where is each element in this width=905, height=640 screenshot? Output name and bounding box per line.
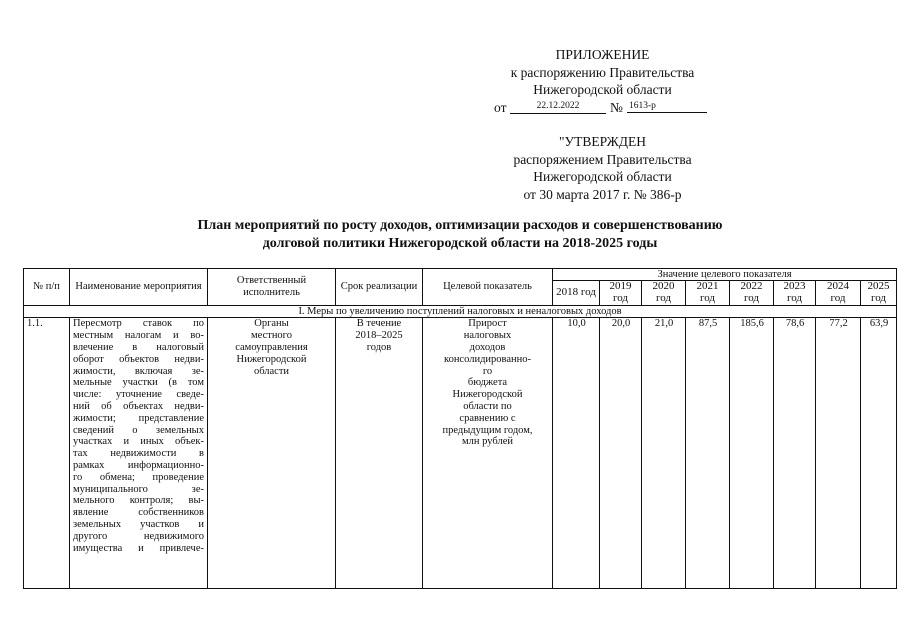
indicator-line: Прирост [468,318,507,330]
header-term: Срок реализации [336,269,423,306]
approval-block [470,133,735,203]
indicator-line: предыдущим годом, [442,424,533,436]
plan-table [23,268,897,589]
name-line: местным налогам и во- [73,330,204,342]
year-header: 2020 год [642,281,686,306]
from-label: от [494,99,507,115]
value-2024: 77,2 [816,318,861,589]
year-header: 2025 год [861,281,897,306]
name-line: земельных участков и [73,518,204,530]
name-line: сведений о земельных [73,424,204,436]
name-line: жимости; представление [73,412,204,424]
executor-line: Нижегородской [236,353,307,365]
row-executor [208,318,336,589]
row-term [336,318,423,589]
order-date-number-line [470,99,735,117]
section-row [24,305,897,318]
value-2022: 185,6 [730,318,774,589]
indicator-line: области по [463,400,512,412]
row-number: 1.1. [24,318,70,589]
name-line: муниципального зе- [73,483,204,495]
value-2025: 63,9 [861,318,897,589]
header-value-group: Значение целевого показателя [553,269,897,281]
value-2019: 20,0 [600,318,642,589]
year-header: 2019 год [600,281,642,306]
year-header: 2023 год [774,281,816,306]
approved-line-2: распоряжением Правительства [513,151,692,167]
term-line: В течение [356,318,402,330]
document-title-line-2: долговой политики Нижегородской области на 2018-2025 годы [262,236,658,251]
year-header: 2024 год [816,281,861,306]
executor-line: области [253,365,290,377]
indicator-line: налоговых [463,330,512,342]
name-line: влечение в налоговый [73,341,204,353]
year-header: 2021 год [686,281,730,306]
indicator-line: млн рублей [462,436,513,448]
name-line: го обмена; проведение [73,471,204,483]
row-name [70,318,208,589]
indicator-line: Нижегородской [452,389,523,401]
appendix-title: ПРИЛОЖЕНИЕ [555,47,650,62]
indicator-line: доходов [469,341,506,353]
year-header: 2018 год [553,281,600,306]
term-line: 2018–2025 [355,330,403,342]
value-2018: 10,0 [553,318,600,589]
name-line: жимости, включая зе- [73,365,204,377]
name-line: числе: уточнение сведе- [73,389,204,401]
value-2023: 78,6 [774,318,816,589]
appendix-line-1: к распоряжению Правительства [510,64,695,80]
year-header: 2022 год [730,281,774,306]
number-label: № [610,99,623,115]
term-line: годов [366,341,392,353]
header-indicator: Целевой показатель [423,269,553,306]
executor-line: местного [251,330,292,342]
document-title-line-1: План мероприятий по росту доходов, оптимизации расходов и совершенствованию [197,218,723,233]
indicator-line: бюджета [467,377,508,389]
section-title: I. Меры по увеличению поступлений налоговых и неналоговых доходов [24,305,897,318]
approved-line-4: от 30 марта 2017 г. № 386-р [523,186,682,202]
indicator-line: го [482,365,493,377]
row-indicator [423,318,553,589]
appendix-line-2: Нижегородской области [533,82,672,97]
name-line: участках и иных объек- [73,436,204,448]
name-line: имущества и привлече- [73,542,204,554]
order-number: 1613-р [627,99,707,113]
name-line: явление собственников [73,507,204,519]
executor-line: Органы [254,318,289,330]
document-title [110,217,810,253]
name-line: тах недвижимости в [73,448,204,460]
name-line: рамках информационно- [73,459,204,471]
name-line: оборот объектов недви- [73,353,204,365]
approved-line-1: "УТВЕРЖДЕН [559,134,646,149]
indicator-line: сравнению с [459,412,516,424]
value-2021: 87,5 [686,318,730,589]
name-line: ний об объектах недви- [73,400,204,412]
executor-line: самоуправления [235,341,308,353]
indicator-line: консолидированно- [444,353,531,365]
header-row-1 [24,269,897,281]
appendix-block [470,46,735,117]
header-name: Наименование мероприятия [70,269,208,306]
order-date: 22.12.2022 [510,99,606,114]
name-line: мельного контроля; вы- [73,495,204,507]
name-line: мельные участки (в том [73,377,204,389]
value-2020: 21,0 [642,318,686,589]
name-line: другого недвижимого [73,530,204,542]
header-executor: Ответственный исполнитель [208,269,336,306]
table-row [24,318,897,589]
header-num: № п/п [24,269,70,306]
name-line: Пересмотр ставок по [73,318,204,330]
approved-line-3: Нижегородской области [533,169,672,184]
